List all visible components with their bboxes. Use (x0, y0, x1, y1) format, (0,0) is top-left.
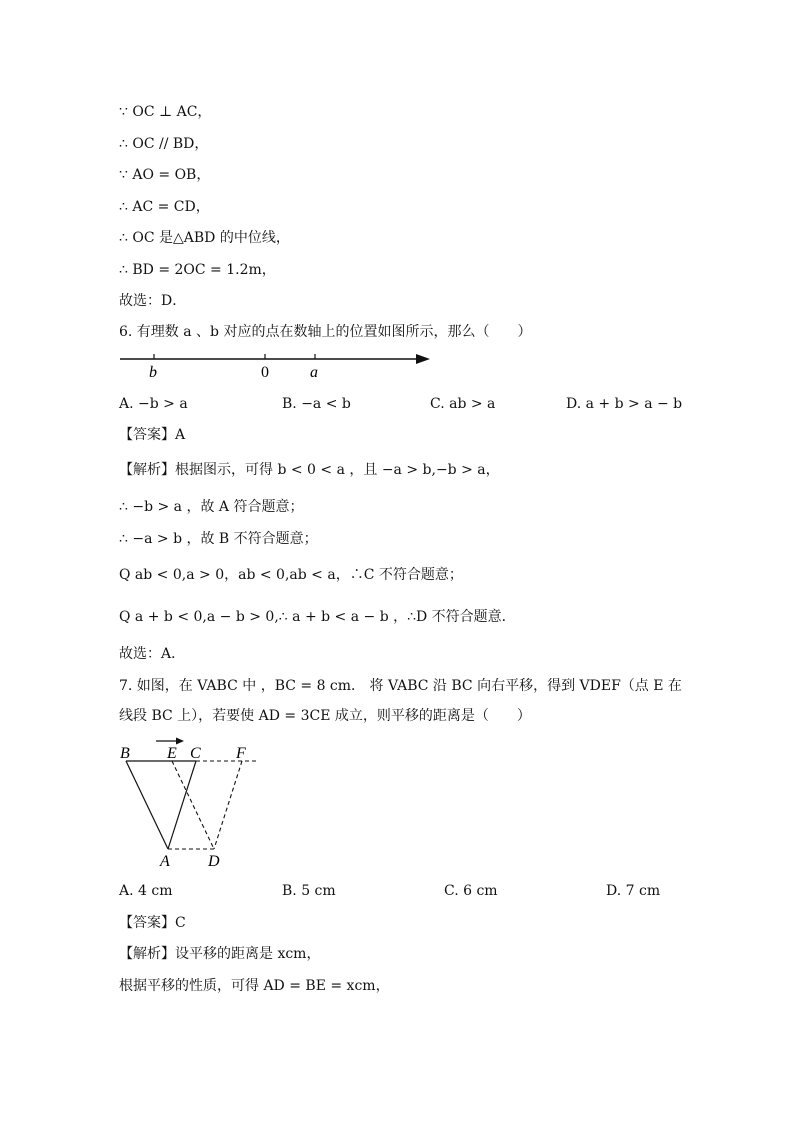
label-0: 0 (261, 364, 269, 380)
segment-FD-dashed (214, 761, 242, 849)
point-F-label: F (236, 745, 246, 762)
proof-line-2: ∴ OC // BD， (119, 136, 209, 152)
q7-answer: 【答案】C (119, 915, 186, 931)
point-E-label: E (167, 745, 177, 762)
q7-option-c: C. 6 cm (444, 883, 498, 899)
q6-option-d: D. a + b > a − b (566, 396, 683, 412)
q6-analysis-1: 【解析】根据图示，可得 b < 0 < a ，且 −a > b,−b > a， (119, 462, 500, 478)
segment-CA (168, 761, 196, 849)
q6-analysis-2: ∴ −b > a ，故 A 符合题意； (119, 499, 304, 515)
q7-option-a: A. 4 cm (119, 883, 173, 899)
q7-option-d: D. 7 cm (606, 883, 661, 899)
point-D-label: D (208, 853, 220, 870)
choice-conclusion-5: 故选：D． (119, 293, 187, 309)
question-6-stem: 6. 有理数 a 、b 对应的点在数轴上的位置如图所示，那么（ ） (119, 324, 532, 340)
q6-option-c: C. ab > a (430, 396, 496, 412)
q6-option-a: A. −b > a (119, 396, 188, 412)
proof-line-4: ∴ AC = CD， (119, 199, 210, 215)
number-line-arrow-icon (416, 354, 430, 364)
point-C-label: C (190, 745, 201, 762)
proof-line-6: ∴ BD = 2OC = 1.2m， (119, 262, 276, 278)
proof-line-3: ∵ AO = OB， (119, 167, 211, 183)
point-B-label: B (120, 745, 130, 762)
q7-option-b: B. 5 cm (282, 883, 336, 899)
segment-BA (126, 761, 168, 849)
q7-analysis-1: 【解析】设平移的距离是 xcm， (119, 946, 321, 962)
q6-analysis-3: ∴ −a > b ，故 B 不符合题意； (119, 531, 318, 547)
q7-analysis-2: 根据平移的性质，可得 AD = BE = xcm， (119, 978, 390, 994)
proof-line-5: ∴ OC 是△ABD 的中位线， (119, 230, 290, 246)
question-7-stem-2: 线段 BC 上），若要使 AD = 3CE 成立，则平移的距离是（ ） (119, 708, 531, 724)
question-7-stem-1: 7. 如图，在 VABC 中 ，BC = 8 cm． 将 VABC 沿 BC 向右平移，得到 VDEF（点 E 在 (119, 678, 682, 694)
translation-figure (114, 734, 270, 870)
proof-line-1: ∵ OC ⊥ AC， (119, 104, 212, 120)
q6-answer: 【答案】A (119, 427, 186, 443)
point-A-label: A (160, 853, 170, 870)
number-line-figure (116, 346, 436, 380)
segment-ED-dashed (172, 761, 214, 849)
q6-option-b: B. −a < b (282, 396, 351, 412)
q6-analysis-5: Q a + b < 0,a − b > 0,∴ a + b < a − b ，∴D 不符合题意． (119, 609, 516, 625)
translation-arrow-head-icon (176, 738, 184, 745)
label-a: a (310, 364, 318, 380)
label-b: b (149, 364, 157, 380)
q6-conclusion: 故选：A． (119, 646, 186, 662)
q6-analysis-4: Q ab < 0,a > 0，ab < 0,ab < a，∴C 不符合题意； (119, 567, 463, 583)
